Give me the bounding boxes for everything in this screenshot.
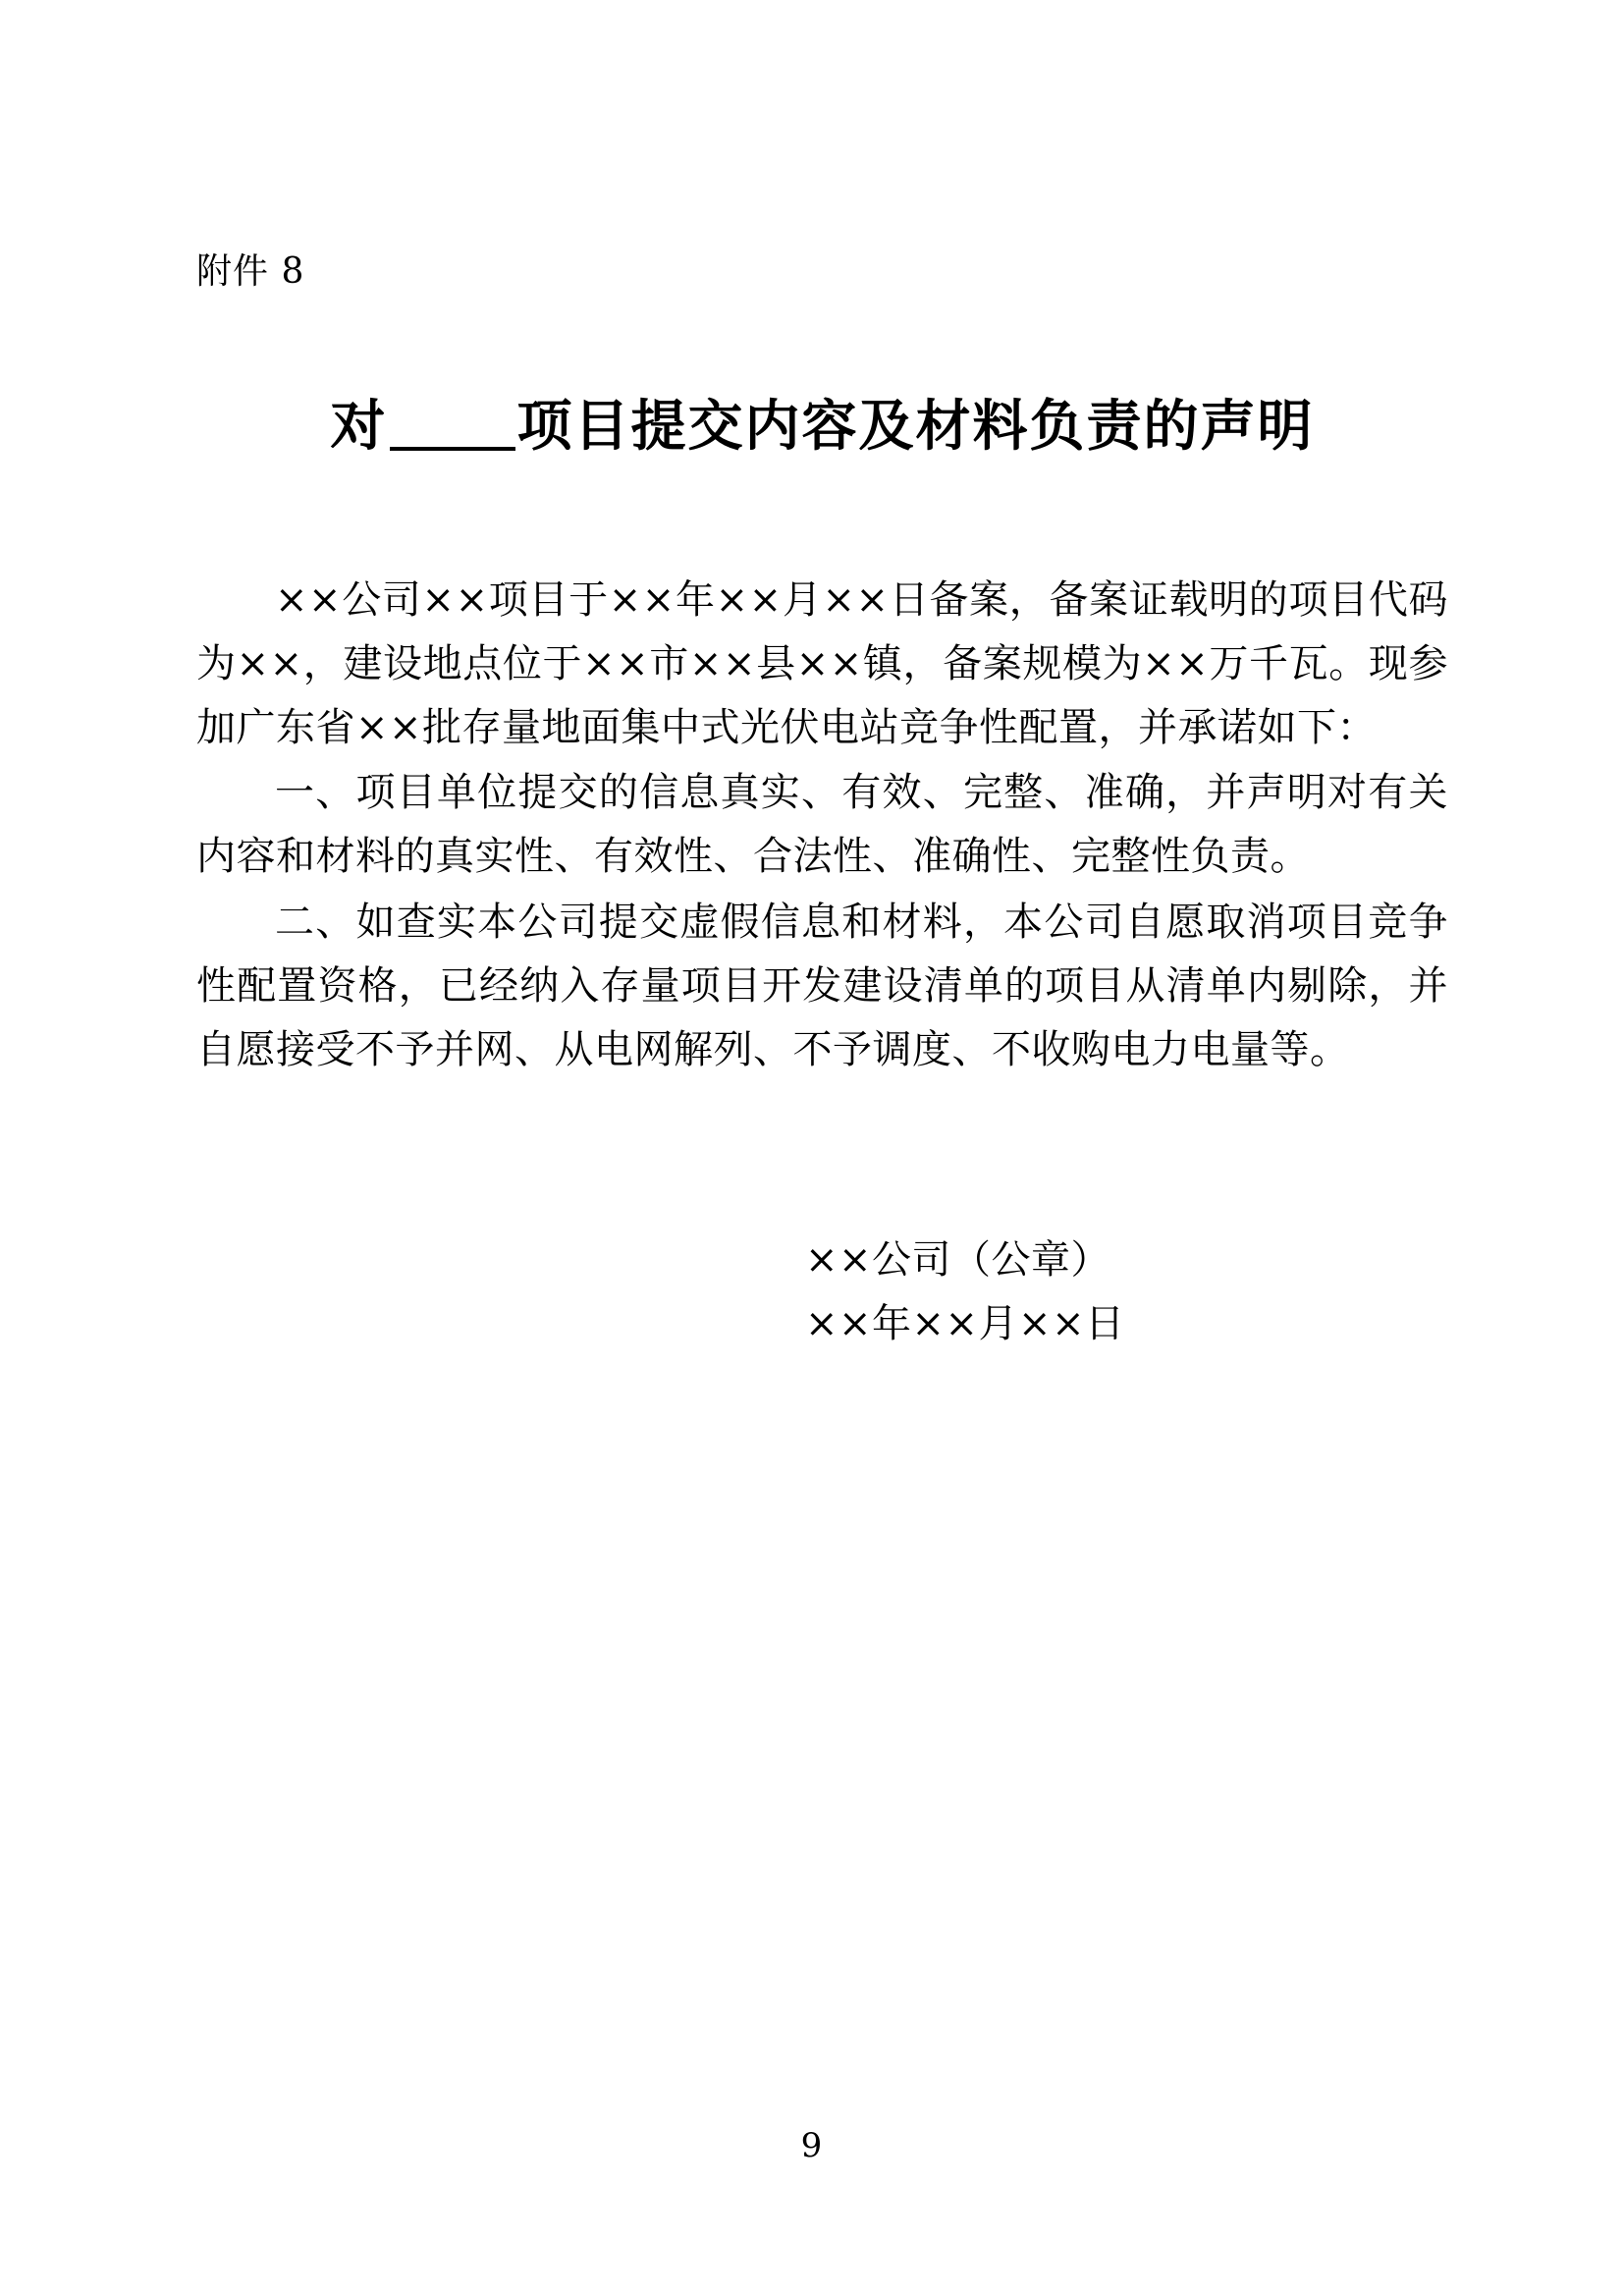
signature-block [196, 1229, 1448, 1356]
paragraph: ××公司××项目于××年××月××日备案，备案证载明的项目代码为××，建设地点位于××市××县××镇，备案规模为××万千瓦。现参加广东省××批存量地面集中式光伏电站竞争性配置，并承诺如下： [196, 576, 1448, 750]
paragraph: 一、项目单位提交的信息真实、有效、完整、准确，并声明对有关内容和材料的真实性、有效性、合法性、准确性、完整性负责。 [196, 770, 1448, 880]
page-title [196, 391, 1448, 463]
signature-date: ××年××月××日 [805, 1301, 1125, 1347]
title-suffix: 项目提交内容及材料负责的声明 [516, 394, 1315, 460]
attachment-label: 附件 8 [196, 251, 305, 292]
title-blank-field [390, 404, 515, 451]
document-body [196, 569, 1448, 1081]
signature-company: ××公司（公章） [805, 1237, 1111, 1284]
document-content [196, 250, 1448, 1356]
page-number: 9 [800, 2126, 823, 2165]
title-prefix: 对 [330, 394, 388, 460]
paragraph: 二、如查实本公司提交虚假信息和材料，本公司自愿取消项目竞争性配置资格，已经纳入存量项目开发建设清单的项目从清单内剔除，并自愿接受不予并网、从电网解列、不予调度、不收购电力电量等。 [196, 899, 1448, 1072]
